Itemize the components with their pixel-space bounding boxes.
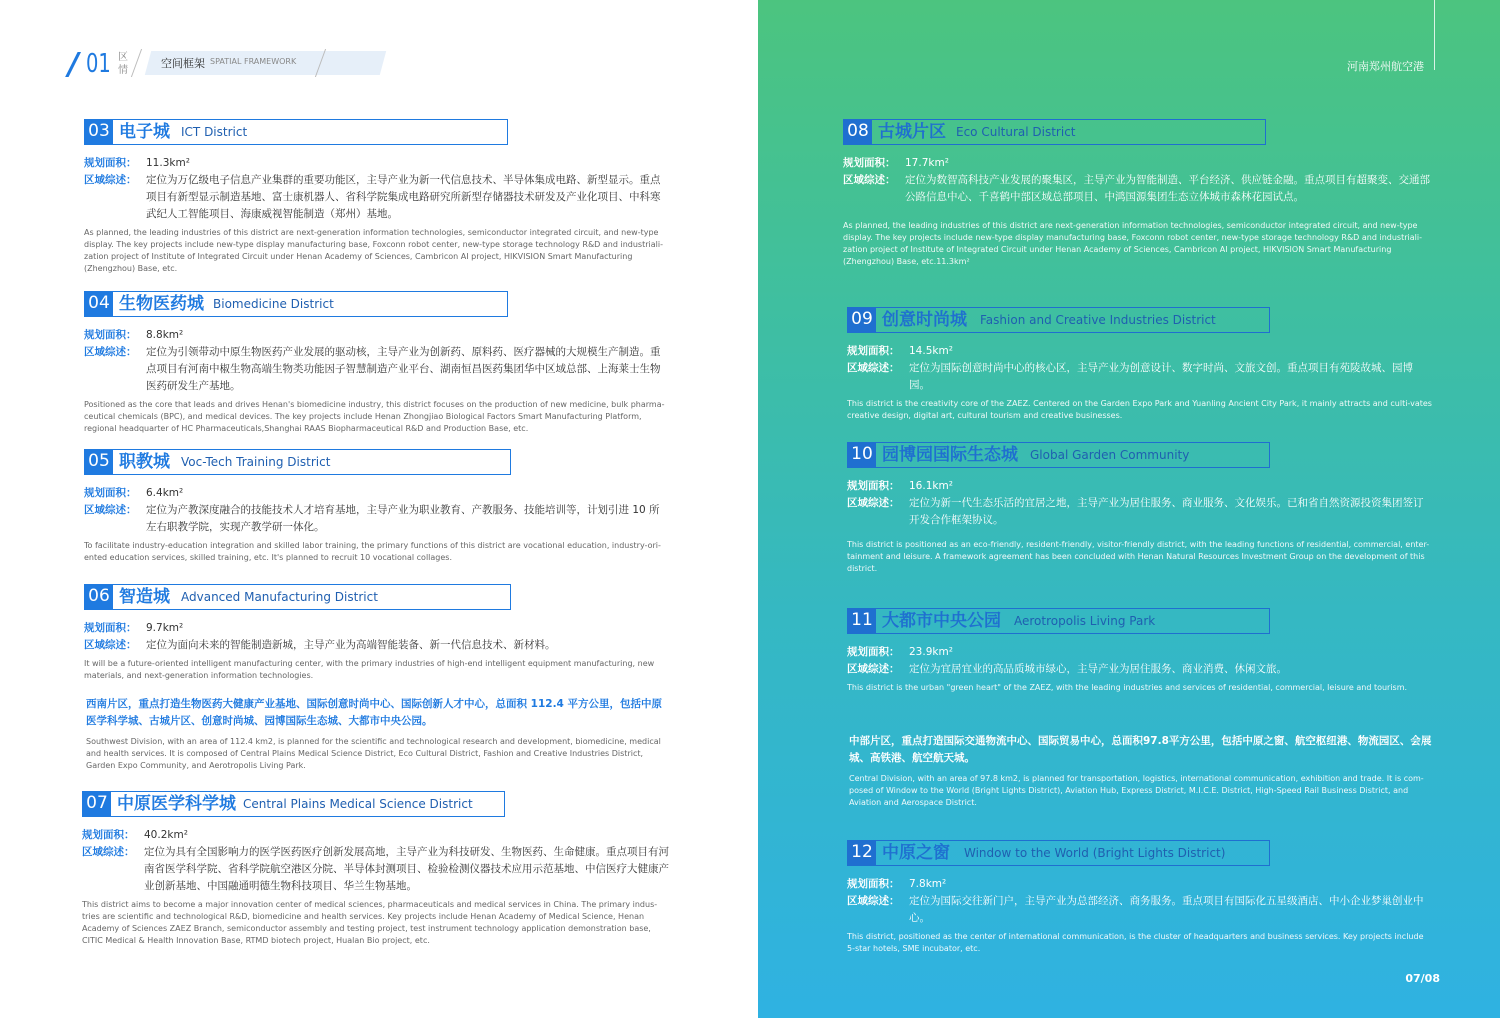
area-value: 23.9km² (909, 646, 953, 658)
district-name-cn: 大都市中央公园 (882, 611, 1001, 631)
summary-row (84, 637, 669, 654)
area-label: 规划面积： (847, 345, 900, 357)
district-name-en: ICT District (181, 125, 248, 139)
summary-label: 区域综述： (847, 362, 900, 374)
district-name-cn: 园博园国际生态城 (882, 445, 1018, 465)
area-row (847, 478, 1433, 495)
area-label: 规划面积： (843, 157, 896, 169)
slash-mark: / (68, 47, 79, 82)
district-number: 06 (85, 585, 113, 609)
district-name-en: Biomedicine District (213, 297, 334, 311)
english-text: To facilitate industry-education integration and skilled labor training, the primary functions of this district are vocational education, industry-ori-ented education services, skilled training, etc. It's planned to recruit 10 vocational collages. (84, 541, 661, 562)
summary-row (847, 661, 1433, 678)
division-summary-cn: 中部片区，重点打造国际交通物流中心、国际贸易中心，总面积97.8平方公里，包括中原之窗、航空枢纽港、物流园区、会展城、高铁港、航空航天城。 (849, 735, 1432, 764)
summary-text: 定位为具有全国影响力的医学医药医疗创新发展高地，主导产业为科技研发、生物医药、生命健康。重点项目有河南省医学科学院、省科学院航空港区分院、半导体封测项目、检验检测仪器技术应用示范基地、中信医疗大健康产业创新基地、中国融通明德生物科技项目、华兰生物基地。 (144, 846, 669, 892)
central-division (849, 733, 1433, 809)
summary-row (84, 502, 669, 536)
area-value: 7.8km² (909, 878, 947, 890)
district-number: 08 (844, 120, 872, 144)
area-value: 6.4km² (146, 487, 184, 499)
area-row (82, 827, 669, 844)
section-number: 01 (86, 49, 111, 79)
district-header (82, 791, 505, 817)
area-value: 8.8km² (146, 329, 184, 341)
district-name-en: Fashion and Creative Industries District (980, 313, 1216, 327)
district-number: 11 (848, 609, 876, 633)
summary-row (847, 893, 1433, 927)
english-text: It will be a future-oriented intelligent manufacturing center, with the primary industries of high-end intelligent equipment manufacturing, new materials, and next-generation information technologies. (84, 659, 655, 680)
english-text: This district is positioned as an eco-friendly, resident-friendly, visitor-friendly district, with the leading functions of residential, commercial, enter-tainment and leisure. A framework agreement has been concluded with Henan Natural Resources Investment Group on the development of this district. (847, 540, 1430, 573)
area-label: 规划面积： (847, 646, 900, 658)
district-05 (84, 449, 669, 564)
district-number: 10 (848, 443, 876, 467)
area-value: 11.3km² (146, 157, 190, 169)
english-text: As planned, the leading industries of this district are next-generation information technologies, semiconductor integrated circuit, and new-type display. The key projects include new-type display manufacturing base, Foxconn robot center, new-type storage technology R&D and industriali-zation project of Institute of Integrated Circuit under Henan Academy of Sciences, Cambricon AI project, HIKVISION Smart Manufacturing (Zhengzhou) Base, etc.11.3km² (843, 221, 1422, 266)
district-number: 03 (85, 120, 113, 144)
area-value: 9.7km² (146, 622, 184, 634)
summary-label: 区域综述： (843, 174, 896, 186)
district-name-cn: 职教城 (119, 452, 170, 472)
area-label: 规划面积： (82, 829, 135, 841)
district-03 (84, 119, 669, 275)
district-name-en: Central Plains Medical Science District (243, 797, 473, 811)
district-name-cn: 生物医药城 (119, 294, 204, 314)
district-header (843, 119, 1266, 145)
district-name-en: Advanced Manufacturing District (181, 590, 378, 604)
summary-label: 区域综述： (84, 174, 137, 186)
area-value: 14.5km² (909, 345, 953, 357)
summary-label: 区域综述： (847, 895, 900, 907)
area-row (847, 644, 1433, 661)
area-row (84, 485, 669, 502)
area-value: 40.2km² (144, 829, 188, 841)
district-name-cn: 智造城 (119, 587, 170, 607)
area-label: 规划面积： (847, 480, 900, 492)
district-number: 09 (848, 308, 876, 332)
area-label: 规划面积： (847, 878, 900, 890)
english-text: This district is the urban "green heart" of the ZAEZ, with the leading industries and services of residential, commercial, leisure and tourism. (847, 683, 1408, 692)
district-08 (843, 119, 1433, 268)
district-10 (847, 442, 1433, 575)
district-number: 05 (85, 450, 113, 474)
summary-text: 定位为引领带动中原生物医药产业发展的驱动核，主导产业为创新药、原料药、医疗器械的大规模生产制造。重点项目有河南中椒生物高端生物类功能因子智慧制造产业平台、湖南恒昌医药集团华中区域总部、上海莱士生物医药研发生产基地。 (146, 346, 661, 392)
summary-text: 定位为宜居宜业的高品质城市绿心，主导产业为居住服务、商业消费、休闲文旅。 (909, 663, 1287, 675)
area-row (847, 343, 1433, 360)
district-06 (84, 584, 669, 682)
district-header (84, 449, 511, 475)
right-page (758, 0, 1500, 1018)
summary-row (847, 495, 1433, 529)
district-09 (847, 307, 1433, 422)
english-text: This district is the creativity core of the ZAEZ. Centered on the Garden Expo Park and Yuanling Ancient City Park, it mainly attracts and culti-vates creative design, digital art, cultural tourism and creative businesses. (847, 399, 1432, 420)
district-name-en: Global Garden Community (1030, 448, 1190, 462)
area-label: 规划面积： (84, 157, 137, 169)
summary-label: 区域综述： (84, 346, 137, 358)
district-name-cn: 中原之窗 (882, 843, 950, 863)
summary-text: 定位为数智高科技产业发展的聚集区，主导产业为智能制造、平台经济、供应链金融。重点项目有超聚变、交通部公路信息中心、千喜鹤中部区域总部项目、中鸿国源集团生态立体城市森林花园试点。 (905, 174, 1430, 203)
southwest-division (86, 696, 669, 772)
area-label: 规划面积： (84, 329, 137, 341)
page-number: 07/08 (1405, 972, 1440, 985)
district-04 (84, 291, 669, 435)
district-07 (82, 791, 669, 947)
section-char: 区情 (118, 52, 128, 76)
summary-row (84, 344, 669, 395)
district-header (847, 840, 1270, 866)
district-name-cn: 古城片区 (878, 122, 946, 142)
english-text: Positioned as the core that leads and drives Henan's biomedicine industry, this district focuses on the production of new medicine, bulk pharma-ceutical chemicals (BPC), and medical devices. The key projects include Henan Zhongjiao Biological Factors Smart Manufacturing Platform, regional headquarter of HC Pharmaceuticals,Shanghai RAAS Biopharmaceutical R&D and Production Base, etc. (84, 400, 665, 433)
english-text: As planned, the leading industries of this district are next-generation information technologies, semiconductor integrated circuit, and new-type display. The key projects include new-type display manufacturing base, Foxconn robot center, new-type storage technology R&D and industriali-zation project of Institute of Integrated Circuit under Henan Academy of Sciences, Cambricon AI project, HIKVISION Smart Manufacturing (Zhengzhou) Base, etc. (84, 228, 663, 273)
summary-text: 定位为国际交往新门户，主导产业为总部经济、商务服务。重点项目有国际化五星级酒店、中小企业梦巢创业中心。 (909, 895, 1424, 924)
district-number: 04 (85, 292, 113, 316)
district-name-en: Window to the World (Bright Lights District) (964, 846, 1226, 860)
summary-row (847, 360, 1433, 394)
district-name-cn: 电子城 (119, 122, 170, 142)
summary-text: 定位为万亿级电子信息产业集群的重要功能区，主导产业为新一代信息技术、半导体集成电路、新型显示。重点项目有新型显示制造基地、富士康机器人、省科学院集成电路研究所新型存储器技术研发及产业化项目、中科寒武纪人工智能项目、海康威视智能制造（郑州）基地。 (146, 174, 661, 220)
summary-text: 定位为面向未来的智能制造新城，主导产业为高端智能装备、新一代信息技术、新材料。 (146, 639, 556, 651)
english-text: This district, positioned as the center of international communication, is the cluster of headquarters and business services. Key projects include 5-star hotels, SME incubator, etc. (847, 932, 1424, 953)
area-value: 17.7km² (905, 157, 949, 169)
summary-text: 定位为产教深度融合的技能技术人才培育基地，主导产业为职业教育、产教服务、技能培训等，计划引进 10 所左右职教学院，实现产教学研一体化。 (146, 504, 660, 533)
summary-row (84, 172, 669, 223)
division-summary-en: Central Division, with an area of 97.8 km2, is planned for transportation, logistics, international communication, exhibition and trade. It is com-posed of Window to the World (Bright Lights District), Aviation Hub, Express District, M.I.C.E. District, High-Speed Rail Business District, and Aviation and Aerospace District. (849, 774, 1424, 807)
district-name-en: Aerotropolis Living Park (1014, 614, 1156, 628)
english-text: This district aims to become a major innovation center of medical sciences, pharmaceuticals and medical services in China. The primary indus-tries are scientific and technological R&D, biomedicine and health services. Key projects include Henan Academy of Medical Science, Henan Academy of Sciences ZAEZ Branch, semiconductor assembly and testing project, test instrument technology application demonstration base, CITIC Medical & Health Innovation Base, RTMD biotech project, Hualan Bio project, etc. (82, 900, 658, 945)
divider (131, 49, 142, 77)
district-name-en: Voc-Tech Training District (181, 455, 331, 469)
summary-text: 定位为新一代生态乐活的宜居之地，主导产业为居住服务、商业服务、文化娱乐。已和省自然资源投资集团签订开发合作框架协议。 (909, 497, 1424, 526)
area-label: 规划面积： (84, 622, 137, 634)
summary-label: 区域综述： (84, 639, 137, 651)
summary-text: 定位为国际创意时尚中心的核心区，主导产业为创意设计、数字时尚、文旅文创。重点项目有苑陵故城、园博园。 (909, 362, 1413, 391)
section-title-cn: 空间框架 (161, 57, 205, 70)
district-name-en: Eco Cultural District (956, 125, 1076, 139)
summary-label: 区域综述： (847, 497, 900, 509)
summary-row (82, 844, 669, 895)
division-summary-cn: 西南片区，重点打造生物医药大健康产业基地、国际创意时尚中心、国际创新人才中心，总面积 112.4 平方公里，包括中原医学科学城、古城片区、创意时尚城、园博国际生态城、大都市中央公园。 (86, 698, 663, 727)
section-title-en: SPATIAL FRAMEWORK (210, 57, 297, 66)
district-header (84, 291, 508, 317)
district-11 (847, 608, 1433, 694)
district-name-cn: 中原医学科学城 (117, 794, 236, 814)
area-row (84, 327, 669, 344)
area-row (84, 155, 669, 172)
area-row (843, 155, 1433, 172)
district-number: 12 (848, 841, 876, 865)
summary-label: 区域综述： (82, 846, 135, 858)
district-header (847, 442, 1270, 468)
district-header (847, 608, 1270, 634)
summary-label: 区域综述： (847, 663, 900, 675)
district-header (847, 307, 1270, 333)
summary-row (843, 172, 1433, 206)
area-value: 16.1km² (909, 480, 953, 492)
division-summary-en: Southwest Division, with an area of 112.4 km2, is planned for the scientific and technological research and development, biomedicine, medical and health services. It is composed of Central Plains Medical Science District, Eco Cultural District, Fashion and Creative Industries District, Garden Expo Community, and Aerotropolis Living Park. (86, 737, 661, 770)
brand-text: 河南郑州航空港 (1347, 60, 1424, 73)
district-number: 07 (83, 792, 111, 816)
area-row (84, 620, 669, 637)
district-header (84, 584, 511, 610)
district-name-cn: 创意时尚城 (882, 310, 967, 330)
district-header (84, 119, 508, 145)
area-label: 规划面积： (84, 487, 137, 499)
district-12 (847, 840, 1433, 955)
area-row (847, 876, 1433, 893)
brand-divider (1434, 0, 1435, 70)
summary-label: 区域综述： (84, 504, 137, 516)
